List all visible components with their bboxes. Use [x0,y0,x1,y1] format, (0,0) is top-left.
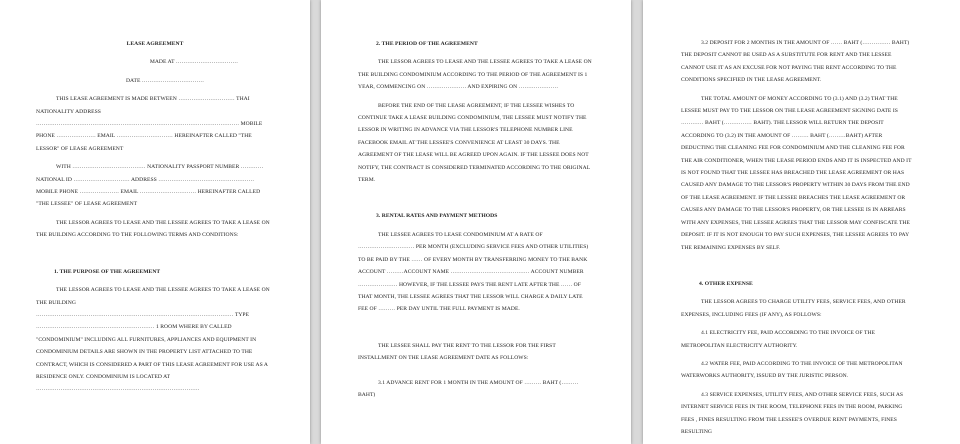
terms-intro-paragraph: THE LESSOR AGREES TO LEASE AND THE LESSEE AGREES TO TAKE A LEASE ON THE BUILDING ACCORDING TO THE FOLLOWING TERMS AND CONDITIONS: [36,219,270,239]
section-2-paragraph-2: BEFORE THE END OF THE LEASE AGREEMENT, IF THE LESSEE WISHES TO CONTINUE TAKE A LEASE BUILDING CONDOMINIUM, THE LESSEE MUST NOTIFY THE LESSOR IN WRITING IN ADVANCE VIA THE LESSOR'S TELEPHONE NUMBER LINE FACEBOOK EMAIL AT THE LESSEE'S CONVENIENCE AT LEAST 30 DAYS. THE AGREEMENT OF THE LEASE WILL BE AGREED UPON AGAIN. IF THE LESSEE DOES NOT NOTIFY, THE CONTRACT IS CONSIDERED TERMINATED ACCORDING TO THE ORIGINAL TERM. [358,102,590,184]
section-3-item-3-1: 3.1 ADVANCE RENT FOR 1 MONTH IN THE AMOUNT OF ……… BAHT (……… BAHT) [358,379,579,398]
section-3-paragraph-1: THE LESSEE AGREES TO LEASE CONDOMINIUM AT A RATE OF ………………………… PER MONTH (EXCLUDING SERVICE FEES AND OTHER UTILITIES) TO BE PAID BY THE …… OF EVERY MONTH BY TRANSFERRING MONEY TO THE BANK ACCOUNT ………ACCOUNT NAME …………………………………… ACCOUNT NUMBER ………………… HOWEVER, IF THE LESSEE PAYS THE RENT LATE AFTER THE …… OF THAT MONTH, THE LESSEE AGREES THAT THE LESSOR WILL CHARGE A DAILY LATE FEE OF ……… PER DAY UNTIL THE FULL PAYMENT IS MADE. [358,231,589,313]
section-4-heading: 4. OTHER EXPENSE [699,280,753,287]
section-2-heading: 2. THE PERIOD OF THE AGREEMENT [376,41,478,47]
section-3-heading: 3. RENTAL RATES AND PAYMENT METHODS [376,213,498,220]
section-4-item-4-1: 4.1 ELECTRICITY FEE, PAID ACCORDING TO THE INVOICE OF THE METROPOLITAN ELECTRICITY AUTHORITY. [681,330,876,349]
section-3-paragraph-2: THE LESSEE SHALL PAY THE RENT TO THE LESSOR FOR THE FIRST INSTALLMENT ON THE LEASE AGREEMENT DATE AS FOLLOWS: [358,342,556,362]
page-1-content [36,38,274,396]
date-line: DATE …………………………… [125,77,204,84]
section-1-paragraph: THE LESSOR AGREES TO LEASE AND THE LESSEE AGREES TO TAKE A LEASE ON THE BUILDING …………………………………………………………………………………………… TYPE ……………………………………………………… 1 ROOM WHERE BY CALLED "CONDOMINIUM" INCLUDING ALL FURNITURES, APPLIANCES AND EQUIPMENT IN CONDOMINIUM DETAILS ARE SHOWN IN THE PROPERTY LIST ATTACHED TO THE CONTRACT, WHICH IS CONSIDERED A PART OF THIS LEASE AGREEMENT FOR USE AS A RESIDENCE ONLY. CONDOMINIUM IS LOCATED AT …………………………………………………………………………… [36,287,270,393]
document-page-3 [643,0,960,444]
section-4-item-4-2: 4.2 WATER FEE, PAID ACCORDING TO THE INVOICE OF THE METROPOLITAN WATERWORKS AUTHORITY, ISSUED BY THE JURISTIC PERSON. [681,360,903,380]
made-at-line: MADE AT …………………………… [149,59,238,66]
section-3-item-3-2: 3.2 DEPOSIT FOR 2 MONTHS IN THE AMOUNT OF …… BAHT (…………… BAHT) THE DEPOSIT CANNOT BE USED AS A SUBSTITUTE FOR RENT AND THE LESSEE CANNOT USE IT AS AN EXCUSE FOR NOT PAYING THE RENT ACCORDING TO THE CONDITIONS SPECIFIED IN THE LEASE AGREEMENT. [681,40,910,84]
parties-lessor-paragraph: THIS LEASE AGREEMENT IS MADE BETWEEN ………………………… THAI NATIONALITY ADDRESS ……………………………………………………………………………………………… MOBILE PHONE ………………… EMAIL ………………………… HEREINAFTER CALLED "THE LESSOR" OF LEASE AGREEMENT [36,96,263,152]
document-title: LEASE AGREEMENT [126,41,184,47]
section-4-item-4-3: 4.3 SERVICE EXPENSES, UTILITY FEES, AND OTHER SERVICE FEES, SUCH AS INTERNET SERVICE FEES IN THE ROOM, TELEPHONE FEES IN THE ROOM, PARKING FEES , FINES RESULTING FROM THE LESSEE'S OVERDUE RENT PAYMENTS, FINES RESULTING [681,391,904,435]
section-1-heading: 1. THE PURPOSE OF THE AGREEMENT [54,268,161,275]
section-4-intro: THE LESSOR AGREES TO CHARGE UTILITY FEES, SERVICE FEES, AND OTHER EXPENSES, INCLUDING FEES (IF ANY), AS FOLLOWS: [681,299,906,318]
page-2-content [358,38,594,401]
parties-lessee-paragraph: WITH ………………………………… NATIONALITY PASSPORT NUMBER ………… NATIONAL ID ………………………… ADDRESS …………………………………………… MOBILE PHONE ………………… EMAIL ………………………… HEREINAFTER CALLED "THE LESSEE" OF LEASE AGREEMENT [36,164,264,208]
page-3-content [681,37,916,438]
document-page-2 [321,0,631,444]
document-page-1 [0,0,310,444]
section-3-total-paragraph: THE TOTAL AMOUNT OF MONEY ACCORDING TO (3.1) AND (3.2) THAT THE LESSEE MUST PAY TO THE LESSOR ON THE LEASE AGREEMENT SIGNING DATE IS ………… BAHT (…………… BAHT). THE LESSOR WILL RETURN THE DEPOSIT ACCORDING TO (3.2) IN THE AMOUNT OF ……… BAHT (………BAHT) AFTER DEDUCTING THE CLEANING FEE FOR CONDOMINIUM AND THE CLEANING FEE FOR THE AIR CONDITIONER, WHEN THE LEASE PERIOD ENDS AND IT IS INSPECTED AND IT IS NOT FOUND THAT THE LESSEE HAS BREACHED THE LEASE AGREEMENT OR HAS CAUSED ANY DAMAGE TO THE LESSOR'S PROPERTY WITHIN 30 DAYS FROM THE END OF THE LEASE AGREEMENT. IF THE LESSEE BREACHES THE LEASE AGREEMENT OR CAUSES ANY DAMAGE TO THE LESSOR'S PROPERTY, OR THE LESSEE IS IN ARREARS WITH ANY EXPENSES, THE LESSEE AGREES THAT THE LESSOR MAY CONFISCATE THE DEPOSIT. IF IT IS NOT ENOUGH TO PAY SUCH EXPENSES, THE LESSEE AGREES TO PAY THE REMAINING EXPENSES BY SELF. [681,95,912,251]
section-2-paragraph-1: THE LESSOR AGREES TO LEASE AND THE LESSEE AGREES TO TAKE A LEASE ON THE BUILDING CONDOMINIUM ACCORDING TO THE PERIOD OF THE AGREEMENT IS 1 YEAR, COMMENCING ON ………………… AND EXPIRING ON ………………… [358,59,592,91]
